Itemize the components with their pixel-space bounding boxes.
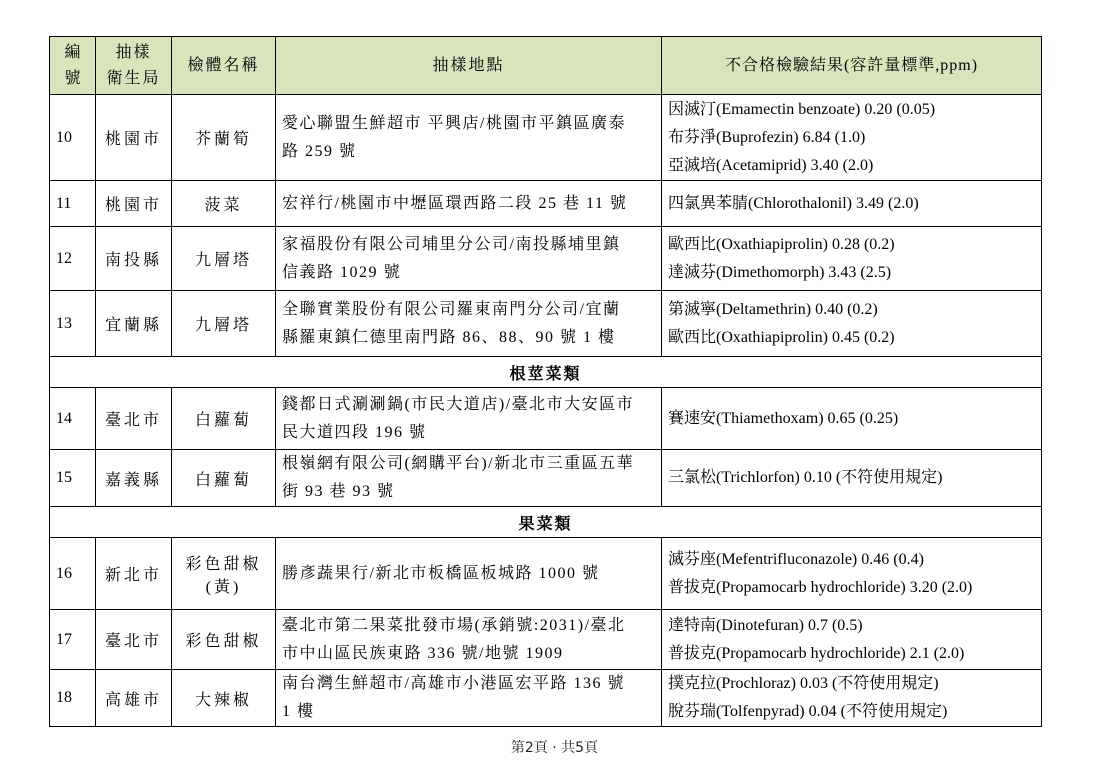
location-line: 信義路 1029 號	[282, 263, 402, 281]
item-line: 九層塔	[194, 252, 252, 269]
cell-item	[172, 291, 276, 357]
result-line: 布芬淨(Buprofezin) 6.84 (1.0)	[668, 128, 866, 146]
result-line: 第滅寧(Deltamethrin) 0.40 (0.2)	[668, 300, 878, 318]
cell-result	[662, 610, 1042, 670]
cell-no: 12	[50, 227, 96, 291]
result-line: 普拔克(Propamocarb hydrochloride) 3.20 (2.0)	[668, 578, 973, 596]
category-label: 果菜類	[50, 507, 1042, 538]
location-line: 家福股份有限公司埔里分公司/南投縣埔里鎮	[282, 235, 621, 253]
result-line: 脫芬瑞(Tolfenpyrad) 0.04 (不符使用規定)	[668, 703, 948, 720]
table-header-row	[50, 37, 1042, 95]
item-line: (黃)	[205, 578, 242, 596]
cell-item	[172, 388, 276, 450]
cell-bureau: 嘉義縣	[96, 450, 172, 507]
cell-bureau: 桃園市	[96, 181, 172, 227]
table-row	[50, 450, 1042, 507]
result-line: 四氯異苯腈(Chlorothalonil) 3.49 (2.0)	[668, 194, 919, 212]
cell-result	[662, 291, 1042, 357]
result-line: 三氯松(Trichlorfon) 0.10 (不符使用規定)	[668, 469, 943, 486]
header-location: 抽樣地點	[276, 37, 662, 95]
cell-item	[172, 227, 276, 291]
table-row	[50, 227, 1042, 291]
header-result: 不合格檢驗結果(容許量標準,ppm)	[662, 37, 1042, 95]
item-line: 九層塔	[194, 317, 252, 334]
cell-result	[662, 388, 1042, 450]
cell-item	[172, 670, 276, 727]
cell-result	[662, 95, 1042, 181]
inspection-results-table	[49, 36, 1042, 727]
cell-no: 15	[50, 450, 96, 507]
cell-no: 17	[50, 610, 96, 670]
cell-result	[662, 538, 1042, 610]
location-line: 南台灣生鮮超市/高雄市小港區宏平路 136 號	[282, 675, 625, 692]
header-bureau	[96, 37, 172, 95]
location-line: 縣羅東鎮仁德里南門路 86、88、90 號 1 樓	[282, 328, 616, 346]
location-line: 根嶺網有限公司(網購平台)/新北市三重區五華	[282, 455, 635, 472]
result-line: 撲克拉(Prochloraz) 0.03 (不符使用規定)	[668, 675, 939, 692]
result-line: 歐西比(Oxathiapiprolin) 0.45 (0.2)	[668, 328, 895, 346]
cell-no: 10	[50, 95, 96, 181]
cell-location	[276, 388, 662, 450]
cell-bureau: 宜蘭縣	[96, 291, 172, 357]
cell-no: 16	[50, 538, 96, 610]
cell-item	[172, 95, 276, 181]
item-line: 彩色甜椒	[185, 633, 262, 650]
cell-location	[276, 291, 662, 357]
result-line: 亞滅培(Acetamiprid) 3.40 (2.0)	[668, 156, 874, 174]
cell-result	[662, 181, 1042, 227]
item-line: 大辣椒	[194, 691, 252, 709]
table-row	[50, 388, 1042, 450]
table-row	[50, 670, 1042, 727]
header-bureau-line: 衛生局	[106, 69, 161, 87]
cell-result	[662, 670, 1042, 727]
item-line: 菠菜	[204, 197, 243, 214]
location-line: 錢都日式涮涮鍋(市民大道店)/臺北市大安區市	[282, 395, 635, 413]
cell-bureau: 桃園市	[96, 95, 172, 181]
result-line: 普拔克(Propamocarb hydrochloride) 2.1 (2.0)	[668, 644, 965, 662]
item-line: 彩色甜椒	[185, 555, 262, 573]
result-line: 因滅汀(Emamectin benzoate) 0.20 (0.05)	[668, 100, 936, 118]
item-line: 白蘿蔔	[194, 412, 252, 429]
cell-result	[662, 450, 1042, 507]
cell-result	[662, 227, 1042, 291]
header-bureau-line: 抽樣	[115, 43, 152, 61]
category-row	[50, 507, 1042, 538]
result-line: 賽速安(Thiamethoxam) 0.65 (0.25)	[668, 409, 899, 427]
header-no-line: 編	[64, 43, 81, 61]
location-line: 街 93 巷 93 號	[282, 483, 395, 500]
cell-location	[276, 181, 662, 227]
cell-location	[276, 95, 662, 181]
location-line: 路 259 號	[282, 142, 357, 160]
header-no	[50, 37, 96, 95]
cell-no: 18	[50, 670, 96, 727]
item-line: 白蘿蔔	[194, 471, 252, 489]
item-line: 芥蘭筍	[194, 131, 252, 148]
result-line: 達特南(Dinotefuran) 0.7 (0.5)	[668, 616, 863, 634]
result-line: 達滅芬(Dimethomorph) 3.43 (2.5)	[668, 263, 892, 281]
location-line: 1 樓	[282, 703, 315, 720]
cell-bureau: 新北市	[96, 538, 172, 610]
cell-item	[172, 181, 276, 227]
header-item: 檢體名稱	[172, 37, 276, 95]
location-line: 愛心聯盟生鮮超市 平興店/桃園市平鎮區廣泰	[282, 114, 626, 132]
cell-location	[276, 670, 662, 727]
cell-location	[276, 538, 662, 610]
table-row	[50, 610, 1042, 670]
cell-item	[172, 538, 276, 610]
table-row	[50, 538, 1042, 610]
cell-bureau: 高雄市	[96, 670, 172, 727]
location-line: 全聯實業股份有限公司羅東南門分公司/宜蘭	[282, 300, 621, 318]
cell-bureau: 臺北市	[96, 388, 172, 450]
cell-no: 14	[50, 388, 96, 450]
cell-no: 11	[50, 181, 96, 227]
category-row	[50, 357, 1042, 388]
table-row	[50, 291, 1042, 357]
location-line: 市中山區民族東路 336 號/地號 1909	[282, 644, 564, 662]
cell-location	[276, 227, 662, 291]
cell-bureau: 南投縣	[96, 227, 172, 291]
page-indicator: 第2頁 · 共5頁	[510, 740, 599, 756]
location-line: 民大道四段 196 號	[282, 423, 427, 441]
cell-no: 13	[50, 291, 96, 357]
cell-item	[172, 610, 276, 670]
location-line: 臺北市第二果菜批發市場(承銷號:2031)/臺北	[282, 616, 626, 634]
cell-location	[276, 450, 662, 507]
cell-location	[276, 610, 662, 670]
location-line: 宏祥行/桃園市中壢區環西路二段 25 巷 11 號	[282, 194, 628, 212]
table-row	[50, 181, 1042, 227]
cell-item	[172, 450, 276, 507]
result-line: 歐西比(Oxathiapiprolin) 0.28 (0.2)	[668, 235, 895, 253]
result-line: 滅芬座(Mefentrifluconazole) 0.46 (0.4)	[668, 550, 924, 568]
cell-bureau: 臺北市	[96, 610, 172, 670]
location-line: 勝彥蔬果行/新北市板橋區板城路 1000 號	[282, 564, 600, 582]
table-row	[50, 95, 1042, 181]
header-no-line: 號	[64, 69, 81, 87]
category-label: 根莖菜類	[50, 357, 1042, 388]
